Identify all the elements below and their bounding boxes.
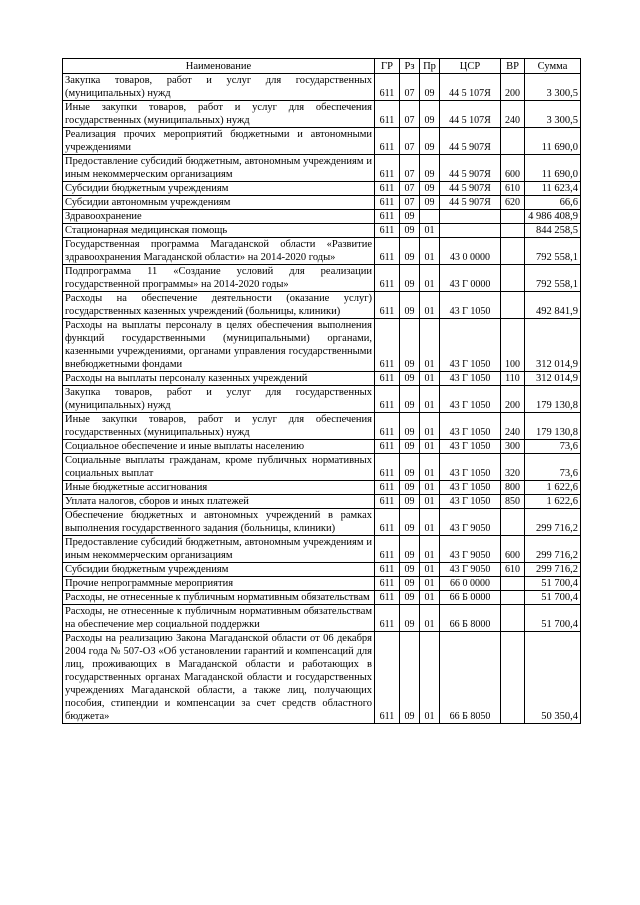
row-pr: 09 xyxy=(420,182,440,196)
row-vr: 300 xyxy=(501,440,525,454)
row-pr: 01 xyxy=(420,495,440,509)
row-pr: 01 xyxy=(420,509,440,536)
row-sum: 73,6 xyxy=(525,440,581,454)
row-rz: 09 xyxy=(400,481,420,495)
row-rz: 09 xyxy=(400,386,420,413)
row-vr xyxy=(501,128,525,155)
row-name: Обеспечение бюджетных и автономных учреждений в рамках выполнения государственного задания (больницы, клиники) xyxy=(63,509,375,536)
row-vr xyxy=(501,224,525,238)
row-csr: 44 5 107Я xyxy=(440,101,501,128)
row-sum: 492 841,9 xyxy=(525,292,581,319)
row-sum: 844 258,5 xyxy=(525,224,581,238)
table-row xyxy=(63,74,581,101)
row-rz: 09 xyxy=(400,495,420,509)
row-gr: 611 xyxy=(375,155,400,182)
row-csr: 43 Г 1050 xyxy=(440,413,501,440)
row-csr: 43 Г 1050 xyxy=(440,386,501,413)
row-gr: 611 xyxy=(375,319,400,372)
document-page xyxy=(62,58,580,724)
row-name: Стационарная медицинская помощь xyxy=(63,224,375,238)
table-row xyxy=(63,155,581,182)
row-rz: 07 xyxy=(400,182,420,196)
row-gr: 611 xyxy=(375,495,400,509)
row-sum: 51 700,4 xyxy=(525,605,581,632)
row-vr: 200 xyxy=(501,386,525,413)
row-rz: 09 xyxy=(400,413,420,440)
col-header-pr: Пр xyxy=(420,59,440,74)
table-row xyxy=(63,536,581,563)
row-sum: 299 716,2 xyxy=(525,536,581,563)
row-vr: 600 xyxy=(501,155,525,182)
row-pr: 01 xyxy=(420,632,440,724)
row-rz: 09 xyxy=(400,591,420,605)
table-row xyxy=(63,454,581,481)
row-csr: 43 Г 1050 xyxy=(440,481,501,495)
row-vr: 320 xyxy=(501,454,525,481)
row-pr: 01 xyxy=(420,413,440,440)
row-name: Расходы, не отнесенные к публичным нормативным обязательствам xyxy=(63,591,375,605)
row-rz: 09 xyxy=(400,563,420,577)
row-rz: 07 xyxy=(400,74,420,101)
row-sum: 1 622,6 xyxy=(525,481,581,495)
row-rz: 09 xyxy=(400,292,420,319)
row-sum: 179 130,8 xyxy=(525,386,581,413)
table-row xyxy=(63,265,581,292)
row-csr: 44 5 107Я xyxy=(440,74,501,101)
table-row xyxy=(63,292,581,319)
row-vr: 240 xyxy=(501,101,525,128)
row-gr: 611 xyxy=(375,413,400,440)
row-csr: 44 5 907Я xyxy=(440,155,501,182)
row-gr: 611 xyxy=(375,577,400,591)
row-rz: 09 xyxy=(400,210,420,224)
row-name: Предоставление субсидий бюджетным, автономным учреждениям и иным некоммерческим организациям xyxy=(63,536,375,563)
row-csr: 43 0 0000 xyxy=(440,238,501,265)
row-rz: 09 xyxy=(400,509,420,536)
row-sum: 66,6 xyxy=(525,196,581,210)
row-csr: 44 5 907Я xyxy=(440,182,501,196)
row-gr: 611 xyxy=(375,224,400,238)
row-sum: 299 716,2 xyxy=(525,509,581,536)
table-row xyxy=(63,509,581,536)
row-pr: 01 xyxy=(420,605,440,632)
row-rz: 09 xyxy=(400,454,420,481)
row-vr xyxy=(501,632,525,724)
row-csr xyxy=(440,210,501,224)
row-sum: 3 300,5 xyxy=(525,101,581,128)
row-name: Закупка товаров, работ и услуг для государственных (муниципальных) нужд xyxy=(63,386,375,413)
row-vr: 800 xyxy=(501,481,525,495)
table-row xyxy=(63,577,581,591)
row-csr xyxy=(440,224,501,238)
row-rz: 09 xyxy=(400,632,420,724)
row-name: Субсидии бюджетным учреждениям xyxy=(63,182,375,196)
row-name: Закупка товаров, работ и услуг для государственных (муниципальных) нужд xyxy=(63,74,375,101)
row-csr: 43 Г 1050 xyxy=(440,440,501,454)
row-rz: 09 xyxy=(400,536,420,563)
row-pr xyxy=(420,210,440,224)
row-csr: 43 Г 9050 xyxy=(440,563,501,577)
row-name: Расходы на выплаты персоналу в целях обеспечения выполнения функций государственными (муниципальными) органами, казенными учреждениями, органами управления государственными внебюджетными фондами xyxy=(63,319,375,372)
row-vr: 200 xyxy=(501,74,525,101)
row-pr: 09 xyxy=(420,128,440,155)
col-header-rz: Рз xyxy=(400,59,420,74)
row-pr: 09 xyxy=(420,196,440,210)
row-csr: 43 Г 1050 xyxy=(440,372,501,386)
row-rz: 09 xyxy=(400,372,420,386)
row-name: Субсидии автономным учреждениям xyxy=(63,196,375,210)
row-csr: 43 Г 9050 xyxy=(440,536,501,563)
budget-table xyxy=(62,58,581,724)
row-pr: 01 xyxy=(420,563,440,577)
table-row xyxy=(63,481,581,495)
row-name: Предоставление субсидий бюджетным, автономным учреждениям и иным некоммерческим организациям xyxy=(63,155,375,182)
row-sum: 4 986 408,9 xyxy=(525,210,581,224)
row-gr: 611 xyxy=(375,632,400,724)
row-gr: 611 xyxy=(375,265,400,292)
row-pr: 01 xyxy=(420,577,440,591)
row-sum: 1 622,6 xyxy=(525,495,581,509)
row-csr: 66 Б 8050 xyxy=(440,632,501,724)
row-vr xyxy=(501,265,525,292)
row-vr: 110 xyxy=(501,372,525,386)
row-pr: 09 xyxy=(420,74,440,101)
row-sum: 51 700,4 xyxy=(525,591,581,605)
col-header-vr: ВР xyxy=(501,59,525,74)
row-pr: 01 xyxy=(420,319,440,372)
table-row xyxy=(63,101,581,128)
row-gr: 611 xyxy=(375,101,400,128)
row-pr: 01 xyxy=(420,386,440,413)
row-name: Иные закупки товаров, работ и услуг для обеспечения государственных (муниципальных) нужд xyxy=(63,101,375,128)
row-pr: 01 xyxy=(420,440,440,454)
row-pr: 01 xyxy=(420,536,440,563)
row-sum: 11 690,0 xyxy=(525,155,581,182)
row-pr: 01 xyxy=(420,238,440,265)
row-name: Иные закупки товаров, работ и услуг для обеспечения государственных (муниципальных) нужд xyxy=(63,413,375,440)
row-csr: 66 Б 8000 xyxy=(440,605,501,632)
row-name: Здравоохранение xyxy=(63,210,375,224)
row-name: Расходы на реализацию Закона Магаданской области от 06 декабря 2004 года № 507-ОЗ «Об установлении гарантий и компенсаций для лиц, проживающих в Магаданской области и работающих в государственных органах Магаданской области и государственных учреждениях Магаданской области, а также лиц, получающих пособия, стипендии и компенсации за счет средств областного бюджета» xyxy=(63,632,375,724)
table-row xyxy=(63,238,581,265)
row-rz: 09 xyxy=(400,319,420,372)
row-gr: 611 xyxy=(375,591,400,605)
table-row xyxy=(63,413,581,440)
row-rz: 09 xyxy=(400,577,420,591)
row-name: Государственная программа Магаданской области «Развитие здравоохранения Магаданской области» на 2014-2020 годы» xyxy=(63,238,375,265)
table-row xyxy=(63,128,581,155)
row-vr xyxy=(501,292,525,319)
row-rz: 09 xyxy=(400,238,420,265)
row-sum: 11 623,4 xyxy=(525,182,581,196)
row-vr xyxy=(501,577,525,591)
row-vr: 600 xyxy=(501,536,525,563)
row-csr: 66 Б 0000 xyxy=(440,591,501,605)
row-pr: 01 xyxy=(420,454,440,481)
row-vr: 620 xyxy=(501,196,525,210)
col-header-name: Наименование xyxy=(63,59,375,74)
row-csr: 43 Г 1050 xyxy=(440,292,501,319)
row-vr xyxy=(501,210,525,224)
table-row xyxy=(63,182,581,196)
row-name: Иные бюджетные ассигнования xyxy=(63,481,375,495)
row-name: Реализация прочих мероприятий бюджетными и автономными учреждениями xyxy=(63,128,375,155)
row-vr: 240 xyxy=(501,413,525,440)
row-name: Социальные выплаты гражданам, кроме публичных нормативных социальных выплат xyxy=(63,454,375,481)
row-name: Социальное обеспечение и иные выплаты населению xyxy=(63,440,375,454)
table-row xyxy=(63,563,581,577)
table-row xyxy=(63,591,581,605)
row-pr: 01 xyxy=(420,372,440,386)
col-header-csr: ЦСР xyxy=(440,59,501,74)
row-gr: 611 xyxy=(375,128,400,155)
row-name: Субсидии бюджетным учреждениям xyxy=(63,563,375,577)
row-gr: 611 xyxy=(375,386,400,413)
table-row xyxy=(63,224,581,238)
row-sum: 50 350,4 xyxy=(525,632,581,724)
row-sum: 73,6 xyxy=(525,454,581,481)
row-gr: 611 xyxy=(375,509,400,536)
row-vr: 610 xyxy=(501,182,525,196)
row-rz: 09 xyxy=(400,265,420,292)
row-pr: 01 xyxy=(420,224,440,238)
row-gr: 611 xyxy=(375,536,400,563)
row-pr: 09 xyxy=(420,101,440,128)
row-pr: 01 xyxy=(420,265,440,292)
row-gr: 611 xyxy=(375,481,400,495)
row-sum: 11 690,0 xyxy=(525,128,581,155)
row-pr: 01 xyxy=(420,481,440,495)
row-csr: 44 5 907Я xyxy=(440,196,501,210)
row-vr xyxy=(501,591,525,605)
table-row xyxy=(63,440,581,454)
row-gr: 611 xyxy=(375,563,400,577)
row-sum: 312 014,9 xyxy=(525,372,581,386)
row-gr: 611 xyxy=(375,454,400,481)
row-rz: 07 xyxy=(400,155,420,182)
row-sum: 792 558,1 xyxy=(525,265,581,292)
row-rz: 07 xyxy=(400,128,420,155)
row-name: Подпрограмма 11 «Создание условий для реализации государственной программы» на 2014-2020 годы» xyxy=(63,265,375,292)
row-vr xyxy=(501,509,525,536)
row-name: Расходы, не отнесенные к публичным нормативным обязательствам на обеспечение мер социальной поддержки xyxy=(63,605,375,632)
row-name: Расходы на обеспечение деятельности (оказание услуг) государственных казенных учреждений (больницы, клиники) xyxy=(63,292,375,319)
row-gr: 611 xyxy=(375,74,400,101)
row-csr: 43 Г 1050 xyxy=(440,319,501,372)
table-row xyxy=(63,319,581,372)
table-row xyxy=(63,605,581,632)
row-rz: 07 xyxy=(400,101,420,128)
row-csr: 43 Г 9050 xyxy=(440,509,501,536)
row-csr: 43 Г 1050 xyxy=(440,495,501,509)
row-gr: 611 xyxy=(375,605,400,632)
row-csr: 43 Г 1050 xyxy=(440,454,501,481)
row-gr: 611 xyxy=(375,440,400,454)
table-row xyxy=(63,386,581,413)
row-vr: 850 xyxy=(501,495,525,509)
row-gr: 611 xyxy=(375,292,400,319)
row-pr: 01 xyxy=(420,591,440,605)
row-rz: 09 xyxy=(400,224,420,238)
row-sum: 299 716,2 xyxy=(525,563,581,577)
row-name: Расходы на выплаты персоналу казенных учреждений xyxy=(63,372,375,386)
row-csr: 43 Г 0000 xyxy=(440,265,501,292)
row-name: Уплата налогов, сборов и иных платежей xyxy=(63,495,375,509)
row-gr: 611 xyxy=(375,372,400,386)
row-pr: 01 xyxy=(420,292,440,319)
row-vr: 100 xyxy=(501,319,525,372)
row-gr: 611 xyxy=(375,210,400,224)
table-row xyxy=(63,210,581,224)
row-sum: 179 130,8 xyxy=(525,413,581,440)
table-row xyxy=(63,495,581,509)
row-gr: 611 xyxy=(375,196,400,210)
row-sum: 3 300,5 xyxy=(525,74,581,101)
table-row xyxy=(63,196,581,210)
col-header-sum: Сумма xyxy=(525,59,581,74)
header-row xyxy=(63,59,581,74)
table-row xyxy=(63,632,581,724)
row-rz: 07 xyxy=(400,196,420,210)
row-sum: 792 558,1 xyxy=(525,238,581,265)
row-name: Прочие непрограммные мероприятия xyxy=(63,577,375,591)
row-vr xyxy=(501,238,525,265)
row-vr: 610 xyxy=(501,563,525,577)
row-csr: 44 5 907Я xyxy=(440,128,501,155)
row-pr: 09 xyxy=(420,155,440,182)
row-gr: 611 xyxy=(375,182,400,196)
row-sum: 51 700,4 xyxy=(525,577,581,591)
row-rz: 09 xyxy=(400,440,420,454)
col-header-gr: ГР xyxy=(375,59,400,74)
row-rz: 09 xyxy=(400,605,420,632)
row-csr: 66 0 0000 xyxy=(440,577,501,591)
row-vr xyxy=(501,605,525,632)
row-sum: 312 014,9 xyxy=(525,319,581,372)
row-gr: 611 xyxy=(375,238,400,265)
table-row xyxy=(63,372,581,386)
